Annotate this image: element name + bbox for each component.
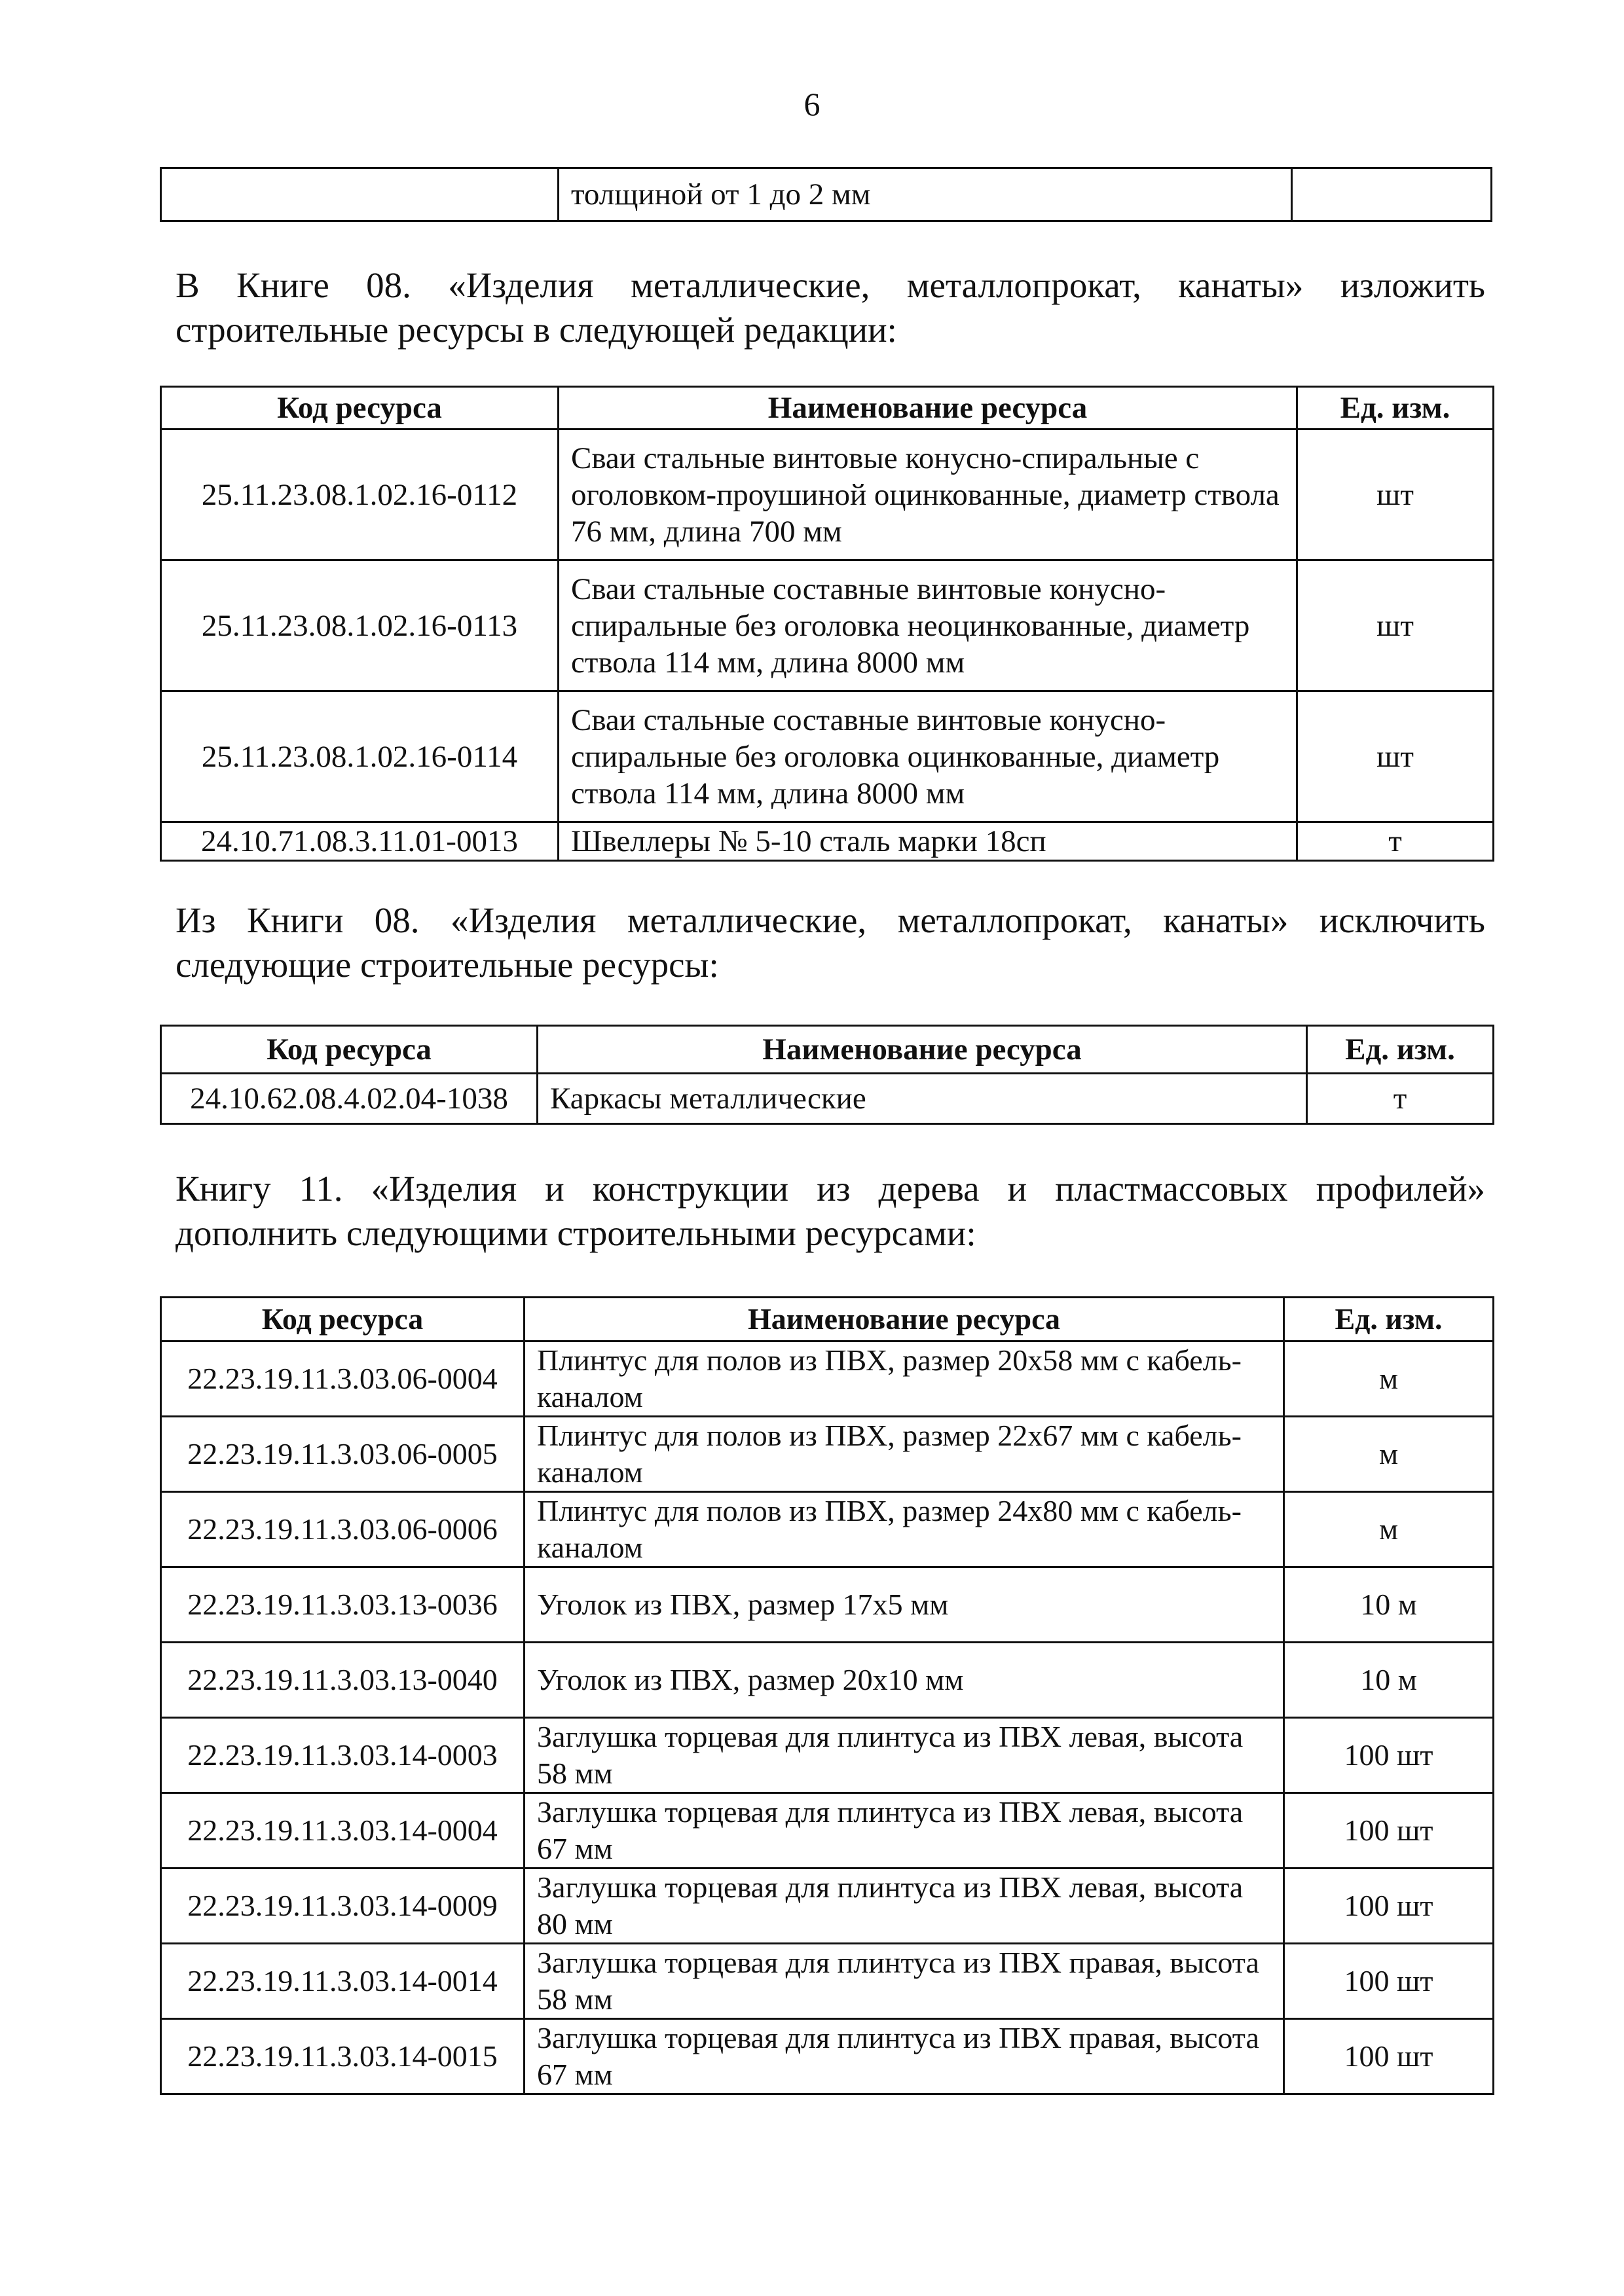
header-unit: Ед. изм. xyxy=(1297,387,1494,429)
resource-unit-cell: 100 шт xyxy=(1284,1944,1494,2019)
section2-resources-table xyxy=(160,1025,1494,1125)
resource-name-cell: Каркасы металлические xyxy=(538,1074,1307,1124)
table-header-row xyxy=(161,1298,1494,1341)
resource-code-cell: 25.11.23.08.1.02.16-0112 xyxy=(161,429,559,560)
resource-unit-cell: 100 шт xyxy=(1284,1793,1494,1868)
section2-intro-line2: следующие строительные ресурсы: xyxy=(175,945,719,985)
resource-name-cell: Заглушка торцевая для плинтуса из ПВХ левая, высота 67 мм xyxy=(525,1793,1284,1868)
table-row xyxy=(161,1074,1494,1124)
resource-code-cell: 25.11.23.08.1.02.16-0113 xyxy=(161,560,559,691)
section3-intro-line2: дополнить следующими строительными ресурсами: xyxy=(175,1213,976,1253)
resource-code-cell xyxy=(161,168,559,221)
resource-name-cell: Заглушка торцевая для плинтуса из ПВХ правая, высота 67 мм xyxy=(525,2019,1284,2094)
resource-unit-cell: шт xyxy=(1297,560,1494,691)
table-header-row xyxy=(161,387,1494,429)
resource-code-cell: 22.23.19.11.3.03.13-0036 xyxy=(161,1567,525,1643)
table-row xyxy=(161,691,1494,822)
resource-unit-cell: 10 м xyxy=(1284,1567,1494,1643)
resource-code-cell: 22.23.19.11.3.03.06-0005 xyxy=(161,1417,525,1492)
resource-unit-cell: т xyxy=(1307,1074,1494,1124)
table-row xyxy=(161,1868,1494,1944)
continuation-table xyxy=(160,167,1492,222)
section3-intro xyxy=(175,1167,1485,1256)
table-row xyxy=(161,560,1494,691)
resource-name-cell: Заглушка торцевая для плинтуса из ПВХ левая, высота 58 мм xyxy=(525,1718,1284,1793)
resource-code-cell: 22.23.19.11.3.03.14-0004 xyxy=(161,1793,525,1868)
section3-intro-line1: Книгу 11. «Изделия и конструкции из дерева и пластмассовых профилей» xyxy=(175,1169,1485,1209)
resource-unit-cell: 100 шт xyxy=(1284,1868,1494,1944)
resource-unit-cell: т xyxy=(1297,822,1494,861)
resource-name-cell: толщиной от 1 до 2 мм xyxy=(559,168,1292,221)
page-number: 6 xyxy=(803,86,821,122)
resource-name-cell: Заглушка торцевая для плинтуса из ПВХ левая, высота 80 мм xyxy=(525,1868,1284,1944)
table-row xyxy=(161,1643,1494,1718)
table-header-row xyxy=(161,1026,1494,1074)
resource-name-cell: Швеллеры № 5-10 сталь марки 18сп xyxy=(559,822,1297,861)
resource-code-cell: 24.10.62.08.4.02.04-1038 xyxy=(161,1074,538,1124)
section1-intro xyxy=(175,263,1485,352)
table-row xyxy=(161,822,1494,861)
resource-name-cell: Уголок из ПВХ, размер 20х10 мм xyxy=(525,1643,1284,1718)
resource-code-cell: 22.23.19.11.3.03.14-0014 xyxy=(161,1944,525,2019)
resource-code-cell: 22.23.19.11.3.03.06-0004 xyxy=(161,1341,525,1417)
table-row xyxy=(161,1417,1494,1492)
resource-code-cell: 22.23.19.11.3.03.06-0006 xyxy=(161,1492,525,1567)
resource-name-cell: Уголок из ПВХ, размер 17х5 мм xyxy=(525,1567,1284,1643)
table-row xyxy=(161,1567,1494,1643)
resource-unit-cell: м xyxy=(1284,1492,1494,1567)
header-code: Код ресурса xyxy=(161,1026,538,1074)
table-row xyxy=(161,1492,1494,1567)
resource-unit-cell: м xyxy=(1284,1341,1494,1417)
header-code: Код ресурса xyxy=(161,387,559,429)
resource-name-cell: Сваи стальные составные винтовые конусно-спиральные без оголовка оцинкованные, диаметр ствола 114 мм, длина 8000 мм xyxy=(559,691,1297,822)
resource-unit-cell: 100 шт xyxy=(1284,1718,1494,1793)
resource-code-cell: 24.10.71.08.3.11.01-0013 xyxy=(161,822,559,861)
section2-intro xyxy=(175,898,1485,987)
resource-name-cell: Заглушка торцевая для плинтуса из ПВХ правая, высота 58 мм xyxy=(525,1944,1284,2019)
resource-code-cell: 22.23.19.11.3.03.13-0040 xyxy=(161,1643,525,1718)
section1-resources-table xyxy=(160,386,1494,862)
section1-intro-line1: В Книге 08. «Изделия металлические, металлопрокат, канаты» изложить xyxy=(175,265,1485,305)
resource-name-cell: Плинтус для полов из ПВХ, размер 24х80 мм с кабель-каналом xyxy=(525,1492,1284,1567)
header-unit: Ед. изм. xyxy=(1307,1026,1494,1074)
table-row xyxy=(161,168,1492,221)
header-code: Код ресурса xyxy=(161,1298,525,1341)
header-name: Наименование ресурса xyxy=(559,387,1297,429)
section2-intro-line1: Из Книги 08. «Изделия металлические, металлопрокат, канаты» исключить xyxy=(175,900,1485,940)
resource-unit-cell: 100 шт xyxy=(1284,2019,1494,2094)
table-row xyxy=(161,1341,1494,1417)
resource-unit-cell: м xyxy=(1284,1417,1494,1492)
resource-unit-cell: шт xyxy=(1297,691,1494,822)
section1-intro-line2: строительные ресурсы в следующей редакции: xyxy=(175,310,897,350)
resource-name-cell: Плинтус для полов из ПВХ, размер 20х58 мм с кабель-каналом xyxy=(525,1341,1284,1417)
resource-unit-cell xyxy=(1292,168,1492,221)
resource-code-cell: 22.23.19.11.3.03.14-0003 xyxy=(161,1718,525,1793)
table-row xyxy=(161,1793,1494,1868)
resource-unit-cell: 10 м xyxy=(1284,1643,1494,1718)
section3-resources-table xyxy=(160,1296,1494,2095)
table-row xyxy=(161,1944,1494,2019)
header-unit: Ед. изм. xyxy=(1284,1298,1494,1341)
table-row xyxy=(161,1718,1494,1793)
table-row xyxy=(161,429,1494,560)
resource-name-cell: Плинтус для полов из ПВХ, размер 22х67 мм с кабель-каналом xyxy=(525,1417,1284,1492)
resource-code-cell: 25.11.23.08.1.02.16-0114 xyxy=(161,691,559,822)
resource-code-cell: 22.23.19.11.3.03.14-0009 xyxy=(161,1868,525,1944)
resource-code-cell: 22.23.19.11.3.03.14-0015 xyxy=(161,2019,525,2094)
header-name: Наименование ресурса xyxy=(525,1298,1284,1341)
resource-name-cell: Сваи стальные составные винтовые конусно-спиральные без оголовка неоцинкованные, диаметр ствола 114 мм, длина 8000 мм xyxy=(559,560,1297,691)
resource-unit-cell: шт xyxy=(1297,429,1494,560)
resource-name-cell: Сваи стальные винтовые конусно-спиральные с оголовком-проушиной оцинкованные, диаметр ствола 76 мм, длина 700 мм xyxy=(559,429,1297,560)
table-row xyxy=(161,2019,1494,2094)
header-name: Наименование ресурса xyxy=(538,1026,1307,1074)
